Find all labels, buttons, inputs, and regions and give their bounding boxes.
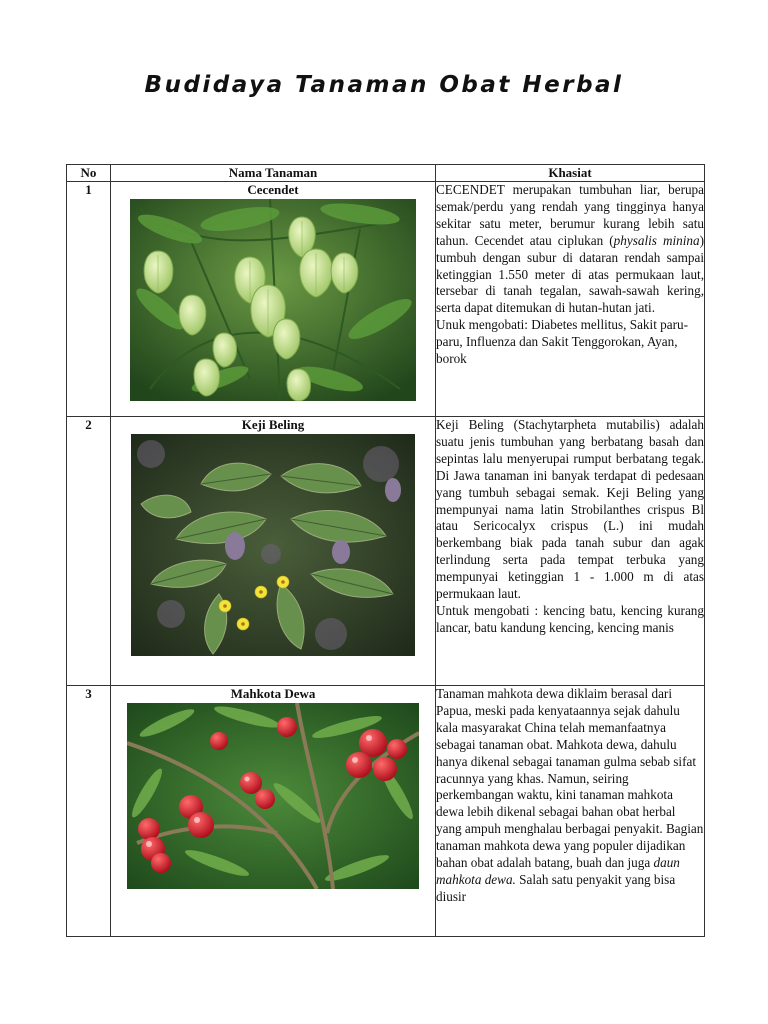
herb-table: [66, 164, 705, 937]
uses-text: Unuk mengobati: Diabetes mellitus, Sakit paru-paru, Influenza dan Sakit Tenggorokan, Ayan, borok: [436, 317, 688, 367]
header-no: No: [67, 165, 111, 182]
plant-name: Cecendet: [247, 182, 299, 197]
header-plant-name: Nama Tanaman: [111, 165, 436, 182]
plant-name: Keji Beling: [241, 417, 305, 432]
cecendet-photo-icon: [130, 199, 416, 401]
table-row: [67, 182, 705, 417]
plant-cell: [111, 417, 436, 686]
description-text: CECENDET merupakan tumbuhan liar, berupa semak/perdu yang rendah yang tingginya hanya sekitar satu meter, berumur kurang lebih satu tahun. Cecendet atau ciplukan (: [436, 182, 704, 248]
row-number: 2: [67, 417, 111, 686]
benefit-description: [436, 417, 704, 637]
latin-name: physalis minina: [613, 232, 700, 248]
row-number: 3: [67, 686, 111, 937]
description-text-cont: ) tumbuh dengan subur di dataran rendah sampai ketinggian 1.550 meter di atas permukaan laut, tersebar di tanah tegalan, sawah-sawah kering, serta dapat ditemukan di hutan-hutan jati.: [436, 232, 704, 316]
uses-text: Untuk mengobati : kencing batu, kencing kurang lancar, batu kandung kencing, kencing manis: [436, 602, 704, 635]
row-number: 1: [67, 182, 111, 417]
plant-name: Mahkota Dewa: [230, 686, 316, 701]
description-text: Tanaman mahkota dewa diklaim berasal dari Papua, meski pada kenyataannya sejak dahulu kala masyarakat China telah memanfaatnya sebagai tanaman obat. Mahkota dewa, dahulu hanya dikenal sebagai tanaman gulma sebab sifat racunnya yang khas. Namun, seiring perkembangan waktu, kini tanaman mahkota dewa lebih dikenal sebagai bahan obat herbal yang ampuh menghalau berbagai penyakit. Bagian tanaman mahkota dewa yang populer dijadikan bahan obat adalah batang, buah dan juga: [436, 686, 704, 871]
italic-term: daun mahkota dewa.: [436, 855, 680, 887]
description-text-cont: Salah satu penyakit yang bisa diusir: [436, 871, 676, 904]
table-row: [67, 686, 705, 937]
benefit-description: [436, 686, 704, 936]
table-header-row: [67, 165, 705, 182]
benefit-cell: [436, 417, 705, 686]
benefit-description: [436, 182, 704, 368]
page-title: Budidaya Tanaman Obat Herbal: [144, 72, 624, 98]
keji-beling-photo-icon: [131, 434, 415, 656]
header-benefit: Khasiat: [436, 165, 705, 182]
plant-cell: [111, 182, 436, 417]
benefit-cell: [436, 182, 705, 417]
table-row: [67, 417, 705, 686]
benefit-cell: [436, 686, 705, 937]
description-text: Keji Beling (Stachytarpheta mutabilis) adalah suatu jenis tumbuhan yang berbatang basah dan sepintas lalu menyerupai rumput berbatang tegak. Di Jawa tanaman ini banyak terdapat di pedesaan yang tumbuh sebagai semak. Keji Beling yang mempunyai nama latin Strobilanthes crispus Bl atau Sericocalyx crispus (L.) ini mudah berkembang biak pada tanah subur dan agak terlindung serta pada tempat terbuka yang mempunyai ketinggian 1 - 1.000 m di atas permukaan laut.: [436, 417, 704, 602]
plant-cell: [111, 686, 436, 937]
mahkota-dewa-photo-icon: [127, 703, 419, 889]
